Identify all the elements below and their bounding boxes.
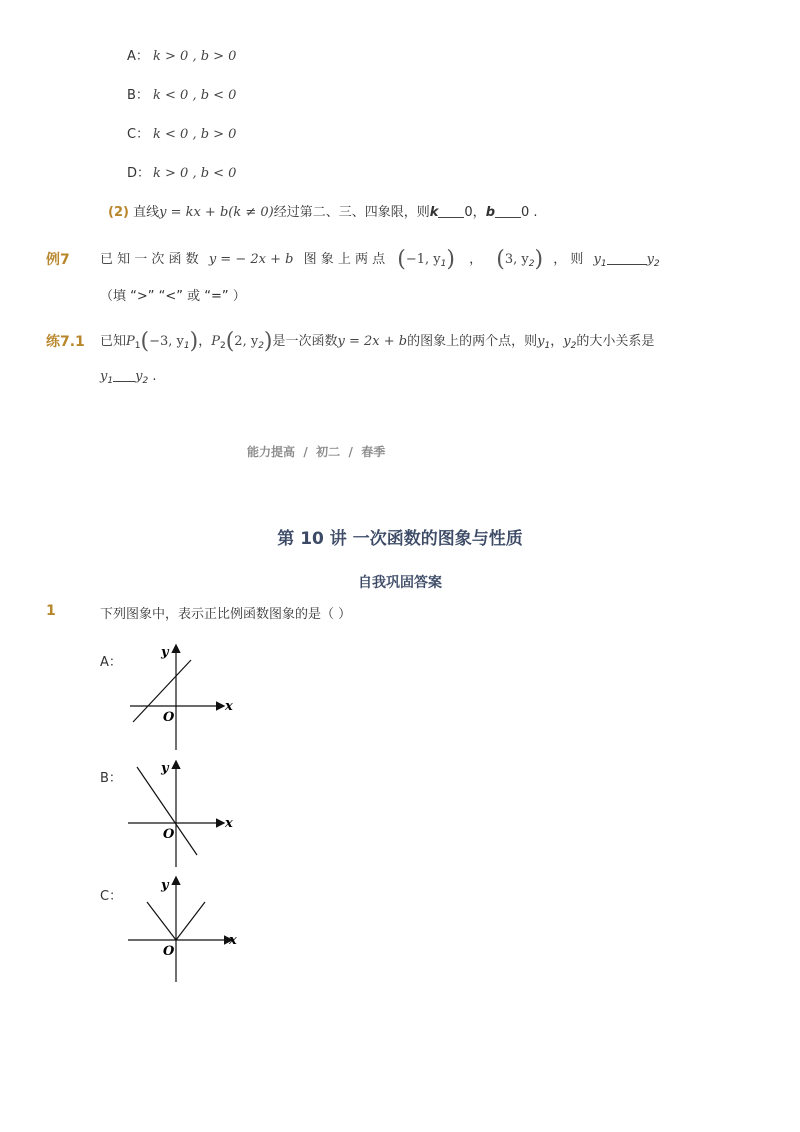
option-c-label: C： bbox=[127, 127, 150, 142]
answer-blank-ex71[interactable] bbox=[113, 381, 135, 382]
option-b-label: B： bbox=[127, 88, 149, 103]
graph-c-label[interactable]: C： bbox=[100, 889, 123, 904]
graph-b[interactable] bbox=[125, 757, 240, 872]
example-7-point2: (3, $y_2$) bbox=[496, 247, 544, 272]
x-axis-label: x bbox=[225, 699, 233, 714]
function-line bbox=[133, 660, 191, 722]
example-7-comma: ， bbox=[469, 252, 483, 267]
graph-a-label[interactable]: A： bbox=[100, 655, 122, 670]
example-7-text1: 已 知 一 次 函 数 bbox=[100, 252, 199, 267]
exercise-7-1-line1: 已知$P_1(-3$, $y_1$)，$P_2(2$, $y_2$)是一次函数y = 2x + b的图象上的两个点，则$y_1$，$y_2$的大小关系是 bbox=[100, 329, 655, 354]
example-7-point1: (−1, $y_1$) bbox=[397, 247, 455, 272]
graph-b-label[interactable]: B： bbox=[100, 771, 122, 786]
answer-blank-b[interactable] bbox=[495, 217, 521, 218]
origin-label: O bbox=[163, 827, 175, 842]
option-a-expr: k > 0 , b > 0 bbox=[153, 49, 237, 64]
question-2-zero2: 0 . bbox=[521, 205, 538, 220]
x-axis-label: x bbox=[225, 816, 233, 831]
y-axis-label: y bbox=[161, 761, 169, 776]
exercise-7-1-post: 的图象上的两个点，则 bbox=[407, 334, 538, 349]
option-d-expr: k > 0 , b < 0 bbox=[153, 166, 237, 181]
graph-c[interactable] bbox=[125, 874, 240, 986]
self-question-1-text: 下列图象中，表示正比例函数图象的是（ ） bbox=[100, 607, 352, 622]
option-b[interactable] bbox=[127, 84, 236, 103]
example-7-tag: 例7 bbox=[46, 252, 70, 268]
example-7-text3: ， 则 bbox=[553, 252, 584, 267]
x-axis-label: x bbox=[229, 933, 237, 948]
y-axis-label: y bbox=[161, 645, 169, 660]
question-2-zero1: 0， bbox=[464, 205, 486, 220]
example-7-y1: y bbox=[593, 252, 601, 267]
question-2-b: b bbox=[485, 205, 495, 220]
question-2-number: (2) bbox=[108, 205, 129, 220]
exercise-7-1-tag: 练7.1 bbox=[46, 334, 85, 350]
lecture-title: 第 10 讲 一次函数的图象与性质 bbox=[277, 529, 523, 549]
section-title: 自我巩固答案 bbox=[358, 575, 442, 591]
example-7-func: y = − 2x + b bbox=[208, 252, 294, 267]
exercise-7-1-tail: 的大小关系是 bbox=[576, 334, 655, 349]
exercise-7-1-P1: P bbox=[126, 334, 135, 349]
option-a-label: A： bbox=[127, 49, 149, 64]
y-axis-label: y bbox=[161, 878, 169, 893]
question-2-expr: y = kx + b(k ≠ 0) bbox=[159, 205, 274, 220]
origin-label: O bbox=[163, 710, 175, 725]
question-2-mid: 经过第二、三、四象限，则 bbox=[273, 205, 430, 220]
example-7-text2: 图 象 上 两 点 bbox=[303, 252, 386, 267]
question-2-k: k bbox=[429, 205, 439, 220]
exercise-7-1-P2: P bbox=[211, 334, 220, 349]
option-d-label: D： bbox=[127, 166, 151, 181]
question-2-lead: 直线 bbox=[133, 205, 160, 220]
graph-a[interactable] bbox=[125, 640, 240, 755]
example-7-hint: （填 “>” “<” 或 “=” ） bbox=[100, 289, 246, 304]
option-c-expr: k < 0 , b > 0 bbox=[153, 127, 237, 142]
origin-label: O bbox=[163, 944, 175, 959]
example-7-y2: y bbox=[646, 252, 654, 267]
exercise-7-1-P2-coord: 2, y bbox=[234, 334, 259, 349]
exercise-7-1-pre: 已知 bbox=[100, 334, 127, 349]
answer-blank-ex7[interactable] bbox=[607, 264, 647, 265]
exercise-7-1-sep: ， bbox=[198, 334, 212, 349]
exercise-7-1-mid: 是一次函数 bbox=[272, 334, 338, 349]
answer-blank-k[interactable] bbox=[438, 217, 464, 218]
exercise-7-1-func: y = 2x + b bbox=[337, 334, 408, 349]
option-c[interactable] bbox=[127, 123, 236, 142]
exercise-7-1-line2: $y_1$ $y_2$ . bbox=[100, 369, 157, 386]
option-a[interactable] bbox=[127, 45, 236, 64]
exercise-7-1-P1-coord: −3, y bbox=[149, 334, 184, 349]
example-7-line1: 已 知 一 次 函 数 y = − 2x + b 图 象 上 两 点 (−1, $y_1$) ， (3, $y_2$) ， 则 $y_1$ $y_2$ bbox=[100, 247, 660, 272]
self-question-1-number: 1 bbox=[46, 603, 56, 619]
question-2 bbox=[108, 201, 538, 220]
option-d[interactable] bbox=[127, 162, 236, 181]
page-footer: 能力提高 / 初二 / 春季 bbox=[247, 445, 386, 459]
option-b-expr: k < 0 , b < 0 bbox=[153, 88, 237, 103]
